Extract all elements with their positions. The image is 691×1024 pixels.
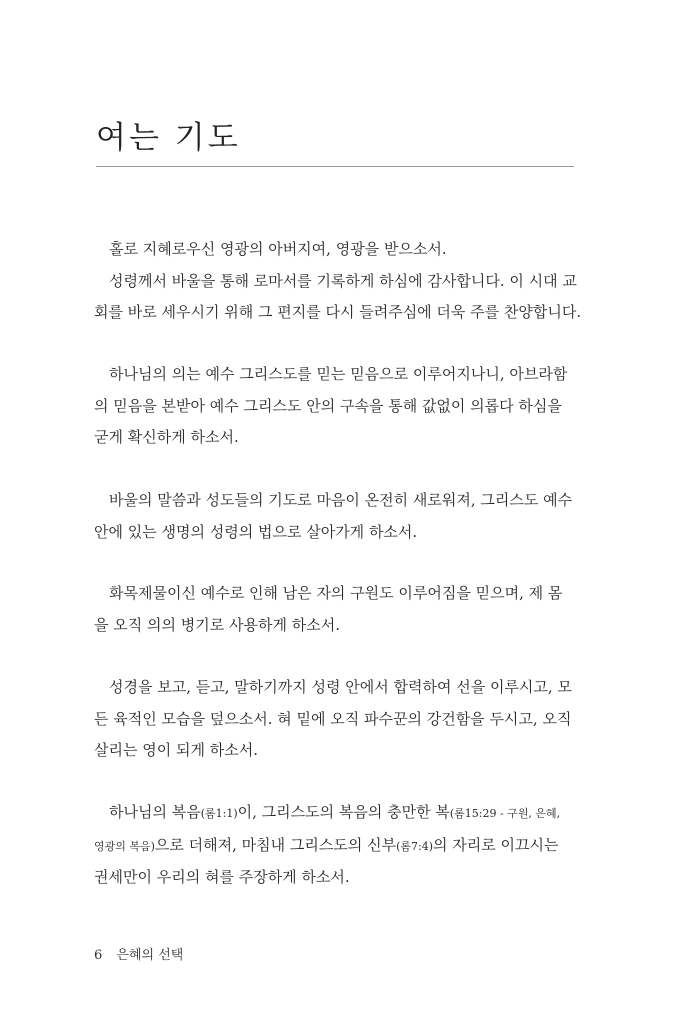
scripture-reference: 영광의 복음)	[94, 839, 155, 853]
page-title: 여는 기도	[96, 120, 241, 156]
paragraph-line: 의 믿음을 본받아 예수 그리스도 안의 구속을 통해 값없이 의롭다 하심을	[94, 396, 562, 415]
paragraph-line: 안에 있는 생명의 성령의 법으로 살아가게 하소서.	[94, 522, 418, 541]
scripture-reference: (롬7:4)	[396, 839, 434, 853]
paragraph-line: 화목제물이신 예수로 인해 남은 자의 구원도 이루어짐을 믿으며, 제 몸	[109, 584, 563, 602]
paragraph-6	[94, 797, 576, 894]
paragraph-line: 권세만이 우리의 혀를 주장하게 하소서.	[94, 868, 350, 886]
text-run: 이, 그리스도의 복음의 충만한 복	[237, 803, 450, 821]
paragraph-line: 하나님의 의는 예수 그리스도를 믿는 믿음으로 이루어지나니, 아브라함	[109, 365, 568, 383]
title-divider	[96, 166, 574, 167]
text-run: 으로 더해져, 마침내 그리스도의 신부	[154, 835, 397, 854]
paragraph-line	[94, 830, 576, 863]
paragraph-line: 굳게 확신하게 하소서.	[94, 428, 239, 446]
text-run: 의 자리로 이끄시는	[433, 835, 559, 854]
paragraph-5	[94, 672, 576, 767]
paragraph-line: 회를 바로 세우시기 위해 그 편지를 다시 들려주심에 더욱 주를 찬양합니다.	[94, 303, 582, 321]
paragraph-4	[94, 578, 576, 641]
paragraph-2	[94, 359, 576, 454]
paragraph-line: 든 육적인 모습을 덮으소서. 혀 밑에 오직 파수꾼의 강건함을 두시고, 오직	[94, 709, 572, 728]
running-title: 은혜의 선택	[116, 948, 184, 963]
text-run: 하나님의 복음	[109, 803, 201, 821]
paragraph-line: 바울의 말씀과 성도들의 기도로 마음이 온전히 새로워져, 그리스도 예수	[109, 491, 573, 509]
page-number: 6	[94, 948, 103, 963]
paragraph-line: 성령께서 바울을 통해 로마서를 기록하게 하심에 감사합니다. 이 시대 교	[109, 271, 577, 290]
paragraph-1	[94, 234, 582, 329]
paragraph-line: 살리는 영이 되게 하소서.	[94, 741, 258, 759]
paragraph-line: 성경을 보고, 듣고, 말하기까지 성령 안에서 합력하여 선을 이루시고, 모	[109, 678, 572, 696]
page-footer	[94, 944, 183, 963]
paragraph-line: 을 오직 의의 병기로 사용하게 하소서.	[94, 615, 340, 634]
paragraph-line: 홀로 지혜로우신 영광의 아버지여, 영광을 받으소서.	[109, 240, 447, 258]
paragraph-line	[94, 797, 576, 830]
scripture-reference: (롬15:29 - 구원, 은혜,	[449, 807, 561, 820]
paragraph-3	[94, 485, 576, 548]
scripture-reference: (롬1:1)	[200, 807, 238, 820]
